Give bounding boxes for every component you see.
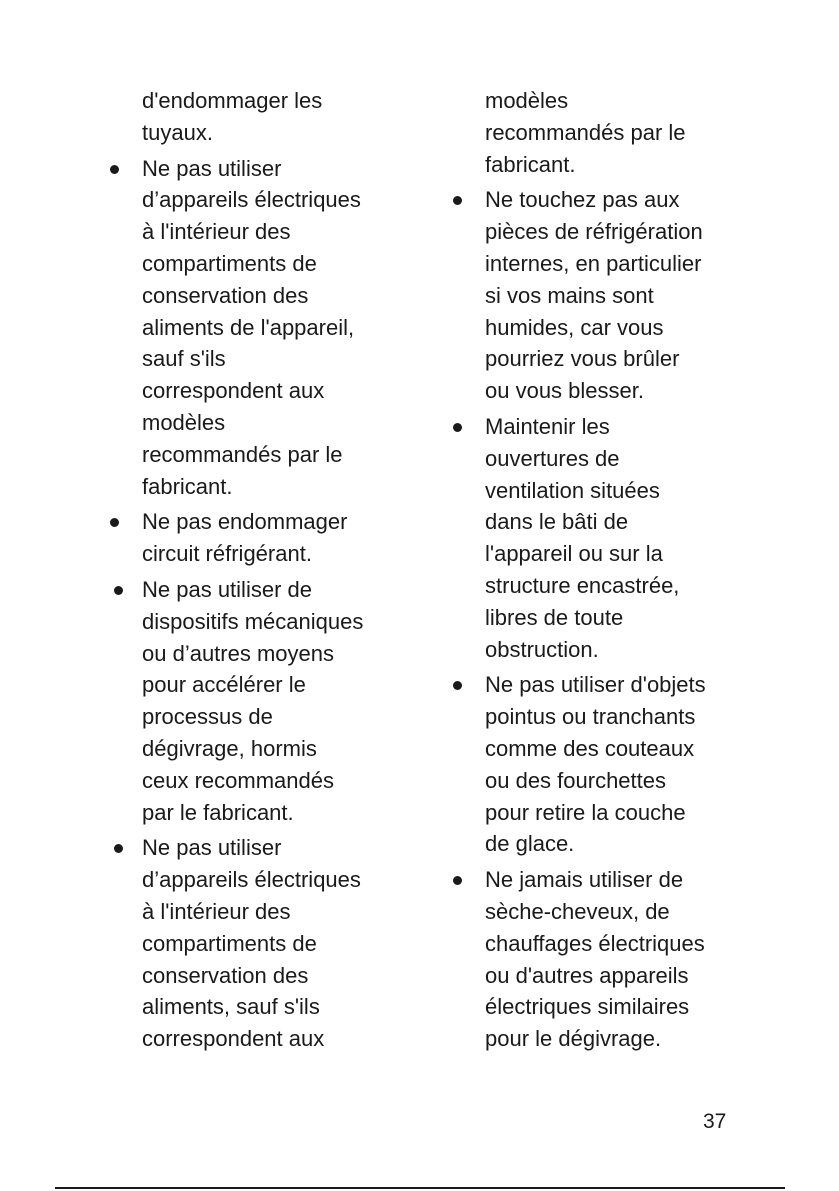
text-line: ou des fourchettes (485, 767, 667, 793)
bullet-item (443, 411, 743, 665)
text-line: pour le dégivrage. (485, 1026, 662, 1052)
left-column (100, 85, 400, 1055)
text-line: l'appareil ou sur la (485, 541, 663, 567)
text-line: de glace. (485, 831, 575, 857)
bullet-item (100, 506, 400, 570)
text-line: humides, car vous (485, 314, 664, 340)
bullet-item (100, 574, 400, 828)
text-line: tuyaux. (142, 119, 213, 145)
text-line: chauffages électriques (485, 930, 705, 956)
text-line: d’appareils électriques (142, 867, 361, 893)
text-line: circuit réfrigérant. (142, 541, 312, 567)
text-line: correspondent aux (142, 1026, 325, 1052)
text-line: Ne pas utiliser de (142, 576, 312, 602)
text-line: d’appareils électriques (142, 187, 361, 213)
text-line: processus de (142, 704, 273, 730)
text-line: aliments, sauf s'ils (142, 994, 320, 1020)
text-line: modèles (142, 409, 226, 435)
text-line: Ne pas endommager (142, 509, 348, 535)
text-line: conservation des (142, 962, 309, 988)
bullet-item (443, 864, 743, 1055)
text-line: dispositifs mécaniques (142, 608, 364, 634)
text-line: à l'intérieur des (142, 219, 291, 245)
bullet-list (100, 153, 400, 1055)
text-line: pourriez vous brûler (485, 346, 680, 372)
text-line: Ne jamais utiliser de (485, 867, 684, 893)
page-number: 37 (703, 1110, 727, 1133)
text-line: compartiments de (142, 250, 317, 276)
text-line: comme des couteaux (485, 735, 695, 761)
text-line: internes, en particulier (485, 250, 702, 276)
text-line: électriques similaires (485, 994, 690, 1020)
bullet-item (443, 184, 743, 407)
text-line: aliments de l'appareil, (142, 314, 355, 340)
text-line: structure encastrée, (485, 572, 680, 598)
text-line: à l'intérieur des (142, 898, 291, 924)
right-column (443, 85, 743, 1055)
text-line: Ne pas utiliser (142, 835, 282, 861)
text-line: Ne pas utiliser (142, 155, 282, 181)
text-line: pour accélérer le (142, 672, 306, 698)
text-line: Maintenir les (485, 413, 610, 439)
bullet-item (100, 832, 400, 1055)
text-line: pointus ou tranchants (485, 704, 696, 730)
text-line: par le fabricant. (142, 799, 294, 825)
text-line: conservation des (142, 282, 309, 308)
bullet-item (100, 153, 400, 503)
text-line: fabricant. (485, 151, 576, 177)
text-line: ou vous blesser. (485, 378, 644, 404)
text-line: pièces de réfrigération (485, 219, 703, 245)
text-line: ou d’autres moyens (142, 640, 334, 666)
text-line: fabricant. (142, 473, 233, 499)
text-line: ceux recommandés (142, 767, 334, 793)
continuation-text (443, 85, 743, 180)
text-line: ouvertures de (485, 445, 620, 471)
text-line: compartiments de (142, 930, 317, 956)
text-line: ventilation situées (485, 477, 660, 503)
text-line: Ne touchez pas aux (485, 187, 680, 213)
text-line: d'endommager les (142, 88, 323, 113)
text-line: Ne pas utiliser d'objets (485, 672, 706, 698)
text-line: obstruction. (485, 636, 599, 662)
text-line: sauf s'ils (142, 346, 226, 372)
text-line: ou d'autres appareils (485, 962, 689, 988)
bullet-item (443, 669, 743, 860)
text-line: pour retire la couche (485, 799, 686, 825)
text-line: dans le bâti de (485, 509, 629, 535)
text-line: si vos mains sont (485, 282, 654, 308)
text-line: libres de toute (485, 604, 624, 630)
bullet-list (443, 184, 743, 1055)
text-line: recommandés par le (142, 441, 343, 467)
text-line: recommandés par le (485, 119, 686, 145)
text-line: sèche-cheveux, de (485, 898, 670, 924)
text-line: correspondent aux (142, 378, 325, 404)
text-line: modèles (485, 88, 569, 113)
continuation-text (100, 85, 400, 149)
footer-divider (55, 1187, 785, 1189)
text-line: dégivrage, hormis (142, 735, 317, 761)
